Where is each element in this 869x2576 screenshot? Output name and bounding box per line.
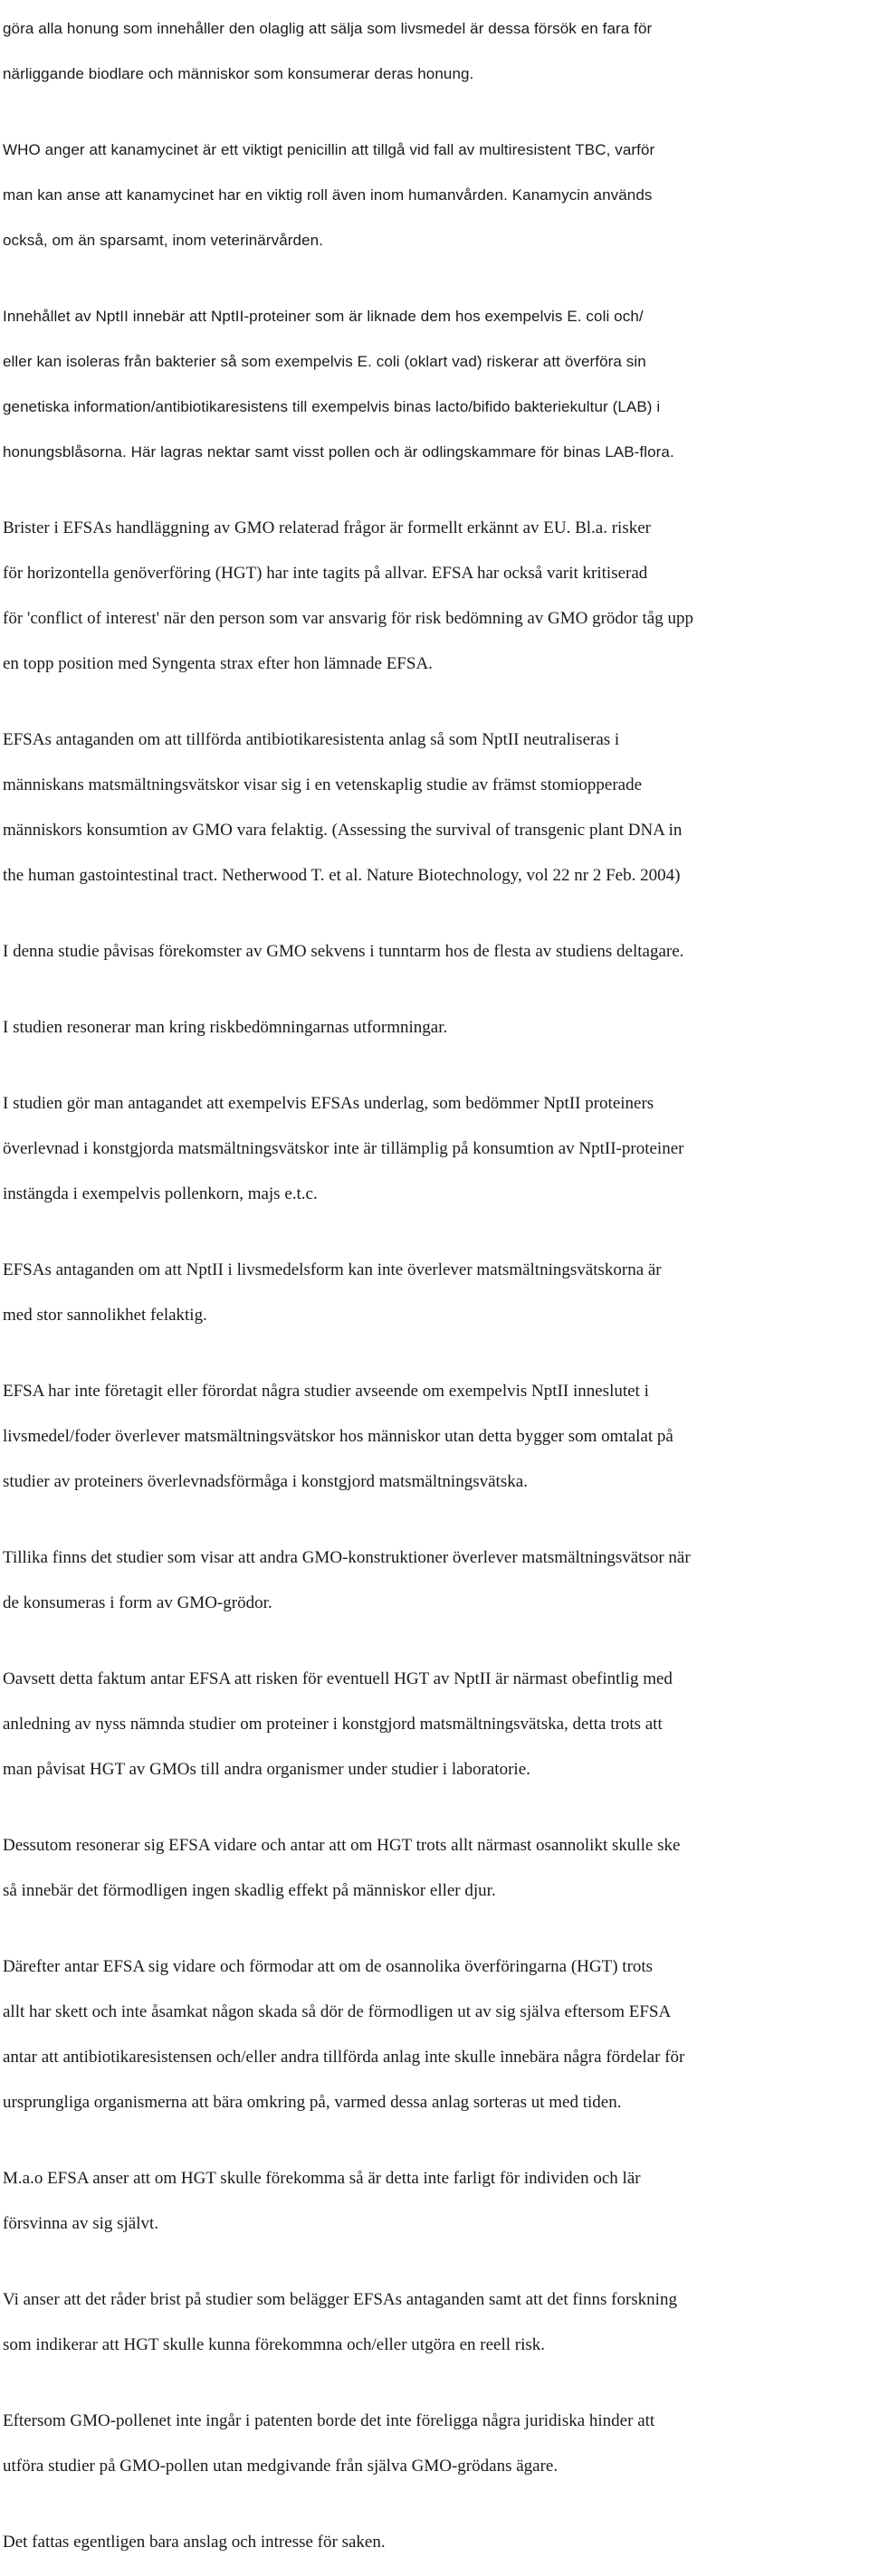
- paragraph-5: [3, 706, 867, 909]
- text-line: människans matsmältningsvätskor visar sig i en vetenskaplig studie av främst stomiopperade: [3, 775, 643, 794]
- text-line: honungsblåsorna. Här lagras nektar samt visst pollen och är odlingskammare för binas LAB-flora.: [3, 443, 674, 461]
- text-line: antar att antibiotikaresistensen och/eller andra tillförda anlag inte skulle innebära några fördelar för: [3, 2048, 685, 2067]
- text-line: man påvisat HGT av GMOs till andra organismer under studier i laboratorie.: [3, 1760, 530, 1779]
- text-line: instängda i exempelvis pollenkorn, majs e.t.c.: [3, 1184, 318, 1203]
- text-line: Det fattas egentligen bara anslag och intresse för saken.: [3, 2533, 386, 2552]
- text-line: som indikerar att HGT skulle kunna förekommna och/eller utgöra en reell risk.: [3, 2335, 546, 2354]
- text-line: försvinna av sig självt.: [3, 2214, 159, 2233]
- text-line: göra alla honung som innehåller den olaglig att sälja som livsmedel är dessa försök en fara för: [3, 20, 653, 37]
- paragraph-11: [3, 1524, 867, 1637]
- paragraph-7: [3, 993, 867, 1061]
- text-line: för horizontella genöverföring (HGT) har inte tagits på allvar. EFSA har också varit kritiserad: [3, 564, 648, 583]
- text-line: Oavsett detta faktum antar EFSA att risken för eventuell HGT av NptII är närmast obefintlig med: [3, 1669, 673, 1688]
- text-line: I studien gör man antagandet att exempelvis EFSAs underlag, som bedömmer NptII proteiners: [3, 1094, 654, 1113]
- text-line: ursprungliga organismerna att bära omkring på, varmed dessa anlag sorteras ut med tiden.: [3, 2093, 622, 2112]
- paragraph-13: [3, 1811, 867, 1925]
- text-line: Dessutom resonerar sig EFSA vidare och antar att om HGT trots allt närmast osannolikt skulle ske: [3, 1836, 681, 1855]
- paragraph-17: [3, 2387, 867, 2500]
- text-line: också, om än sparsamt, inom veterinärvården.: [3, 232, 323, 249]
- text-line: allt har skett och inte åsamkat någon skada så dör de förmodligen ut av sig själva eftersom EFSA: [3, 2002, 672, 2021]
- text-line: Brister i EFSAs handläggning av GMO relaterad frågor är formellt erkännt av EU. Bl.a. risker: [3, 518, 651, 537]
- text-line: EFSAs antaganden om att NptII i livsmedelsform kan inte överlever matsmältningsvätskorna är: [3, 1260, 662, 1279]
- paragraph-8: [3, 1069, 867, 1228]
- paragraph-3: [3, 282, 867, 486]
- text-line: en topp position med Syngenta strax efter hon lämnade EFSA.: [3, 654, 433, 673]
- text-line: närliggande biodlare och människor som konsumerar deras honung.: [3, 65, 474, 82]
- text-line: Eftersom GMO-pollenet inte ingår i patenten borde det inte föreligga några juridiska hinder att: [3, 2411, 655, 2430]
- text-line: för 'conflict of interest' när den person som var ansvarig för risk bedömning av GMO grödor tåg upp: [3, 609, 693, 628]
- paragraph-14: [3, 1933, 867, 2136]
- text-line: man kan anse att kanamycinet har en viktig roll även inom humanvården. Kanamycin används: [3, 186, 653, 204]
- text-line: EFSA har inte företagit eller förordat några studier avseende om exempelvis NptII inneslutet i: [3, 1382, 649, 1401]
- text-line: I studien resonerar man kring riskbedömningarnas utformningar.: [3, 1018, 448, 1037]
- paragraph-2: [3, 116, 867, 274]
- text-line: utföra studier på GMO-pollen utan medgivande från själva GMO-grödans ägare.: [3, 2457, 559, 2476]
- paragraph-4: [3, 494, 867, 698]
- text-line: the human gastointestinal tract. Netherwood T. et al. Nature Biotechnology, vol 22 nr 2 Feb. 2004): [3, 866, 681, 885]
- text-line: studier av proteiners överlevnadsförmåga i konstgjord matsmältningsvätska.: [3, 1472, 528, 1491]
- paragraph-10: [3, 1357, 867, 1516]
- text-line: Därefter antar EFSA sig vidare och förmodar att om de osannolika överföringarna (HGT) trots: [3, 1957, 654, 1976]
- paragraph-18: [3, 2508, 867, 2576]
- text-line: livsmedel/foder överlever matsmältningsvätskor hos människor utan detta bygger som omtalat på: [3, 1427, 673, 1446]
- paragraph-15: [3, 2144, 867, 2258]
- text-line: människors konsumtion av GMO vara felaktig. (Assessing the survival of transgenic plant DNA in: [3, 821, 683, 840]
- text-line: med stor sannolikhet felaktig.: [3, 1306, 207, 1325]
- paragraph-9: [3, 1236, 867, 1349]
- text-line: överlevnad i konstgjorda matsmältningsvätskor inte är tillämplig på konsumtion av NptII-proteiner: [3, 1139, 684, 1158]
- text-line: I denna studie påvisas förekomster av GMO sekvens i tunntarm hos de flesta av studiens deltagare.: [3, 942, 684, 961]
- paragraph-16: [3, 2266, 867, 2379]
- paragraph-6: [3, 917, 867, 985]
- text-line: Vi anser att det råder brist på studier som belägger EFSAs antaganden samt att det finns forskning: [3, 2290, 677, 2309]
- text-line: EFSAs antaganden om att tillförda antibiotikaresistenta anlag så som NptII neutraliseras i: [3, 730, 620, 749]
- text-line: de konsumeras i form av GMO-grödor.: [3, 1593, 272, 1612]
- text-line: eller kan isoleras från bakterier så som exempelvis E. coli (oklart vad) riskerar att överföra sin: [3, 353, 646, 370]
- text-line: M.a.o EFSA anser att om HGT skulle förekomma så är detta inte farligt för individen och lär: [3, 2169, 641, 2188]
- paragraph-1: [3, 0, 867, 108]
- text-line: Innehållet av NptII innebär att NptII-proteiner som är liknade dem hos exempelvis E. coli och/: [3, 308, 644, 325]
- text-line: anledning av nyss nämnda studier om proteiner i konstgjord matsmältningsvätska, detta trots att: [3, 1715, 663, 1734]
- paragraph-12: [3, 1645, 867, 1803]
- text-line: WHO anger att kanamycinet är ett viktigt penicillin att tillgå vid fall av multiresistent TBC, varför: [3, 141, 655, 158]
- text-line: så innebär det förmodligen ingen skadlig effekt på människor eller djur.: [3, 1881, 496, 1900]
- text-line: Tillika finns det studier som visar att andra GMO-konstruktioner överlever matsmältningsvätsor när: [3, 1548, 691, 1567]
- text-line: genetiska information/antibiotikaresistens till exempelvis binas lacto/bifido bakteriekultur (LAB) i: [3, 398, 661, 415]
